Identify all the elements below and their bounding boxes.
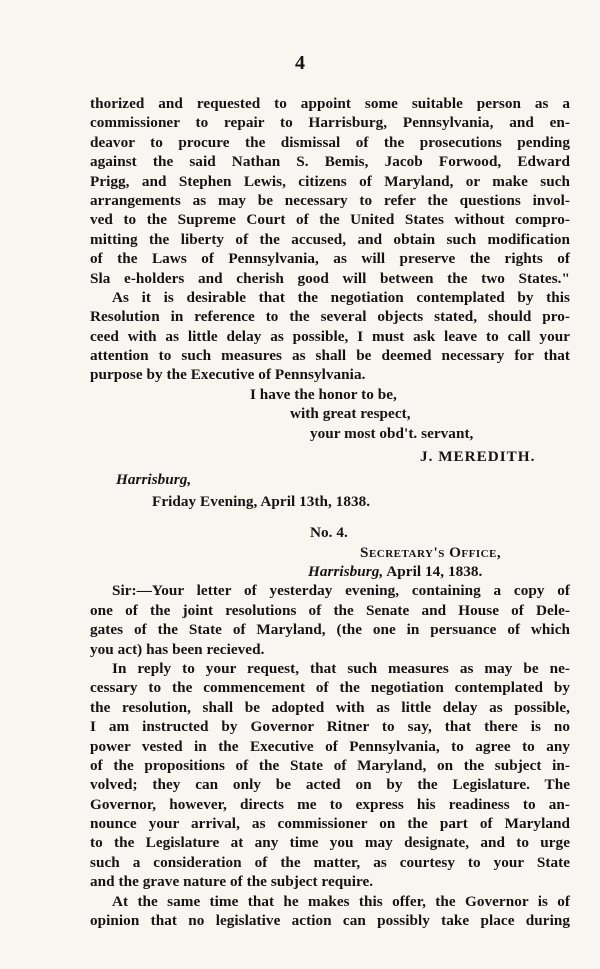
text-line: I am instructed by Governor Ritner to say, that there is no	[90, 718, 570, 736]
text-line: cessary to the commencement of the negotiation contemplated by	[90, 679, 570, 697]
text-line: against the said Nathan S. Bemis, Jacob Forwood, Edward	[90, 153, 570, 171]
text-line: mitting the liberty of the accused, and obtain such modification	[90, 230, 570, 248]
text-line: of the Laws of Pennsylvania, as will preserve the rights of	[90, 250, 570, 268]
text-line: Prigg, and Stephen Lewis, citizens of Maryland, or make such	[90, 172, 570, 190]
text-line: power vested in the Executive of Pennsylvania, to agree to any	[90, 737, 570, 755]
text-line: one of the joint resolutions of the Senate and House of Dele-	[90, 601, 570, 619]
page-number: 4	[295, 52, 305, 74]
date: April 14, 1838.	[386, 562, 483, 580]
page-body	[90, 94, 570, 930]
letter-number: No. 4.	[310, 524, 348, 542]
text-line: At the same time that he makes this offer, the Governor is of	[112, 892, 570, 910]
text-line: attention to such measures as shall be deemed necessary for that	[90, 347, 570, 365]
closing-line: your most obd't. servant,	[310, 424, 474, 442]
letter-date: Friday Evening, April 13th, 1838.	[152, 492, 371, 510]
closing-line: with great respect,	[290, 405, 411, 423]
text-line: ceed with as little delay as possible, I must ask leave to call your	[90, 327, 570, 345]
text-line: nounce your arrival, as commissioner on the part of Maryland	[90, 815, 570, 833]
office-heading: Secretary's Office,	[360, 543, 502, 561]
text-line: arrangements as may be necessary to refer the questions invol-	[90, 191, 570, 209]
text-line: As it is desirable that the negotiation contemplated by this	[112, 288, 570, 306]
text-line: and the grave nature of the subject require.	[90, 873, 374, 891]
text-line: deavor to procure the dismissal of the prosecutions pending	[90, 133, 570, 151]
signature: J. MEREDITH.	[420, 448, 536, 466]
text-line: such a consideration of the matter, as courtesy to your State	[90, 853, 570, 871]
text-line: purpose by the Executive of Pennsylvania.	[90, 366, 366, 384]
place-date	[90, 562, 570, 581]
text-line: ved to the Supreme Court of the United States without compro-	[90, 211, 570, 229]
text-line: opinion that no legislative action can possibly take place during	[90, 912, 570, 930]
text-line: In reply to your request, that such measures as may be ne-	[112, 659, 570, 677]
closing-line: I have the honor to be,	[250, 385, 397, 403]
text-line: of the propositions of the State of Maryland, on the subject in-	[90, 756, 570, 774]
text-line: commissioner to repair to Harrisburg, Pennsylvania, and en-	[90, 114, 570, 132]
text-line: to the Legislature at any time you may designate, and to urge	[90, 834, 570, 852]
letter-place: Harrisburg,	[116, 471, 192, 489]
text-line: Resolution in reference to the several objects stated, should pro-	[90, 308, 570, 326]
place: Harrisburg,	[308, 562, 384, 580]
text-line: the resolution, shall be adopted with as little delay as possible,	[90, 698, 570, 716]
text-line: Sla e-holders and cherish good will between the two States."	[90, 269, 570, 287]
text-line: thorized and requested to appoint some suitable person as a	[90, 95, 570, 112]
text-line: Governor, however, directs me to express his readiness to an-	[90, 795, 570, 813]
text-line: gates of the State of Maryland, (the one in persuance of which	[90, 621, 570, 639]
text-line: volved; they can only be acted on by the Legislature. The	[90, 776, 570, 794]
text-line: you act) has been recieved.	[90, 640, 265, 658]
text-line: Sir:—Your letter of yesterday evening, containing a copy of	[112, 582, 570, 600]
